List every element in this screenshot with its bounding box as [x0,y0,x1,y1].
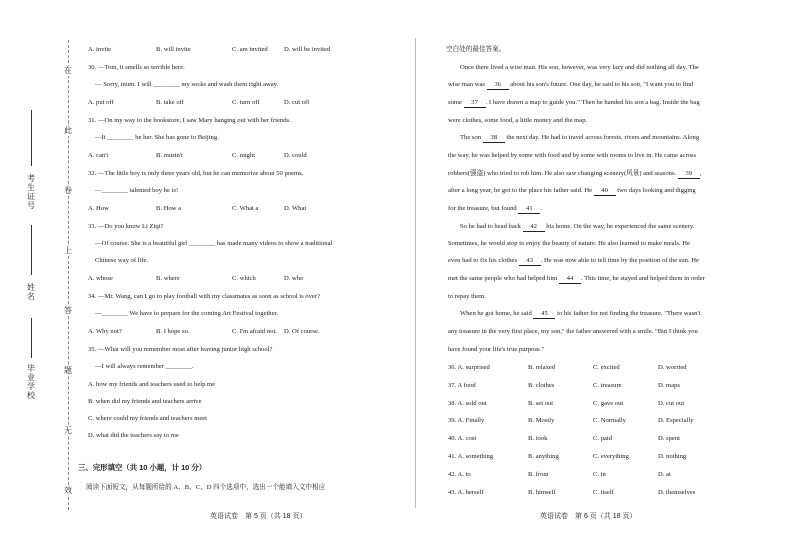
option: 39. A. Finally [448,417,485,424]
blank-44: 44 [559,275,581,284]
option: B. set out [528,400,554,407]
option: C. gave out [593,400,624,407]
option: C. turn off [232,99,260,106]
passage-line: the way, he was helped by some with food and by some with rooms to live in. He came across [448,152,697,159]
margin-char: 无 [61,426,75,436]
question-35: 35. —What will you remember most after leaving junior high school? [88,346,273,353]
option: C. everything [593,453,629,460]
passage-line: Once there lived a wise man. His son, however, was very lazy and did nothing all day. The [460,64,699,71]
blank-43: 43 [519,257,541,266]
option: A. invite [88,46,112,53]
question-33-reply-cont: Chinese way of life. [95,257,149,264]
option: D. will be invited [284,46,331,53]
blank-39: 39 [678,170,700,179]
passage-line: So he had to head back 42 his home. On the way, he experienced the same scenery. [460,223,695,230]
margin-char: 上 [61,246,75,256]
option: A. how my friends and teachers used to help me [88,381,216,388]
question-32-reply: —________ talented boy he is! [95,187,179,194]
question-34: 34. —Mr. Wang, can I go to play football with my classmates as soon as school is over? [88,293,320,300]
passage-line: When he got home, he said 45 to his father for not finding the treasure. "There wasn't [460,310,701,317]
blank-38: 38 [483,134,505,143]
option: B. will invite [156,46,191,53]
option: D. cut off [284,99,310,106]
exam-id-label: 考生证号 [27,174,35,210]
option: B. mustn't [156,152,183,159]
option: B. I hope so. [156,328,190,335]
exam-id-line [31,110,32,166]
blank-42: 42 [523,223,545,232]
option: D. spent [658,435,680,442]
question-30: 30. —Tom, it smells so terrible here. [88,64,185,71]
passage-line: for the treasure, but found 41 . [448,205,542,212]
option: C. I'm afraid not. [232,328,277,335]
option: C. treasure [593,382,622,389]
option: A. whose [88,275,113,282]
option: D. what did the teachers say to me [88,432,179,439]
binding-line [68,40,69,510]
option: D. Of course. [284,328,320,335]
blank-37: 37 [464,99,486,108]
option: B. take off [156,99,184,106]
margin-char: 在 [61,66,75,76]
binding-margin [0,0,80,560]
option: D. cut out [658,400,685,407]
footer-page-6: 英语试卷 第 6 页（共 18 页） [540,513,637,520]
option: D. maps [658,382,680,389]
option: D. could [284,152,307,159]
school-label: 毕业学校 [27,364,35,400]
passage-line: to repay them. [448,293,486,300]
option: B. when did my friends and teachers arrive [88,398,202,405]
option: C. where could my friends and teachers meet [88,415,208,422]
option: A. put off [88,99,114,106]
passage-line: The son 38 the next day. He had to travel across forests, rivers and mountains. Along [460,134,700,141]
option: D. who [284,275,304,282]
section-title: 三、完形填空（共 10 小题，计 10 分） [78,463,207,472]
option: B. himself [528,489,556,496]
option: B. took [528,435,548,442]
option: 41. A. something [448,453,494,460]
option: D. worried [658,364,687,371]
margin-char: 答 [61,306,75,316]
instructions-cont: 空白处的最佳答案。 [446,46,506,53]
option: C. might [232,152,256,159]
option: D. themselves [658,489,696,496]
option: 36. A. surprised [448,364,490,371]
passage-line: some 37 . I have drawn a map to guide you." Then he handed his son a bag. Inside the bag [448,99,700,106]
option: B. clothes [528,382,555,389]
question-32: 32. —The little boy is only three years old, but he can memorize about 50 poems. [88,170,304,177]
question-35-reply: —I will always remember ________. [95,363,194,370]
option: B. relaxed [528,364,556,371]
option: A. How [88,205,109,212]
option: C. which [232,275,256,282]
passage-line: robbers(强盗) who tried to rob him. He also saw changing scenery(风景) and seasons. 39 , [448,170,702,177]
option: B. How a [156,205,182,212]
option: C. paid [593,435,613,442]
option: 37. A food [448,382,476,389]
question-33-reply: —Of course. She is a beautiful girl ________ has made many videos to show a traditional [95,240,333,247]
passage-line: have found your life's true purpose." [448,346,545,353]
question-31: 31. —On my way to the bookstore, I saw Mary hanging out with her friends. [88,117,291,124]
option: C. in [593,471,606,478]
passage-line: even had to fix his clothes 43 . He was now able to tell time by the position of the sun. He [448,257,699,264]
blank-45: 45 [533,310,555,319]
option: C. excited [593,364,620,371]
footer-page-5: 英语试卷 第 5 页（共 18 页） [210,513,307,520]
margin-char: 题 [61,366,75,376]
question-31-reply: —It ________ be her. She has gone to Beijing. [95,134,219,141]
option: B. where [156,275,180,282]
option: D. nothing [658,453,687,460]
option: A. Why not? [88,328,122,335]
question-33: 33. —Do you know Li Ziqi? [88,223,164,230]
blank-36: 36 [487,81,509,90]
option: D. Especially [658,417,694,424]
blank-40: 40 [594,187,616,196]
option: A. can't [88,152,109,159]
blank-41: 41 [518,205,540,214]
page-divider [415,38,416,508]
passage-line: met the same people who had helped him 44 . This time, he stayed and helped them in order [448,275,705,282]
margin-char: 此 [61,126,75,136]
option: B. Mostly [528,417,555,424]
option: B. from [528,471,549,478]
option: B. anything [528,453,559,460]
option: 38. A. sold out [448,400,487,407]
name-label: 姓名 [27,283,35,301]
section-instructions: 阅读下面短文，从每题所给的 A、B、C、D 四个选项中，选出一个能填入文中相应 [86,484,326,491]
passage-line: Sometimes, he would stop to enjoy the beauty of nature. He also learned to make meals. He [448,240,690,247]
name-line [31,225,32,275]
option: 42. A. to [448,471,471,478]
school-line [31,318,32,358]
passage-line: wise man was 36 about his son's future. One day, he said to his son, "I want you to find [448,81,694,88]
option: D. at [658,471,671,478]
question-30-reply: — Sorry, mum. I will ________ my socks and wash them right away. [95,81,279,88]
option: C. itself [593,489,614,496]
passage-line: any treasure in the very first place, my son," the father answered with a smile. "But I think you [448,328,698,335]
option: 40. A. cost [448,435,477,442]
option: C. What a [232,205,259,212]
option: 43. A. herself [448,489,484,496]
passage-line: after a long year, he got to the place his father said. He 40 two days looking and digging [448,187,696,194]
passage-line: were clothes, some food, a little money and the map. [448,117,588,124]
margin-char: 卷 [61,186,75,196]
option: C. am invited [232,46,268,53]
question-34-reply: —________ We have to prepare for the coming Art Festival together. [95,310,279,317]
option: D. What [284,205,307,212]
option: C. Normally [593,417,626,424]
margin-char: 效 [61,486,75,496]
